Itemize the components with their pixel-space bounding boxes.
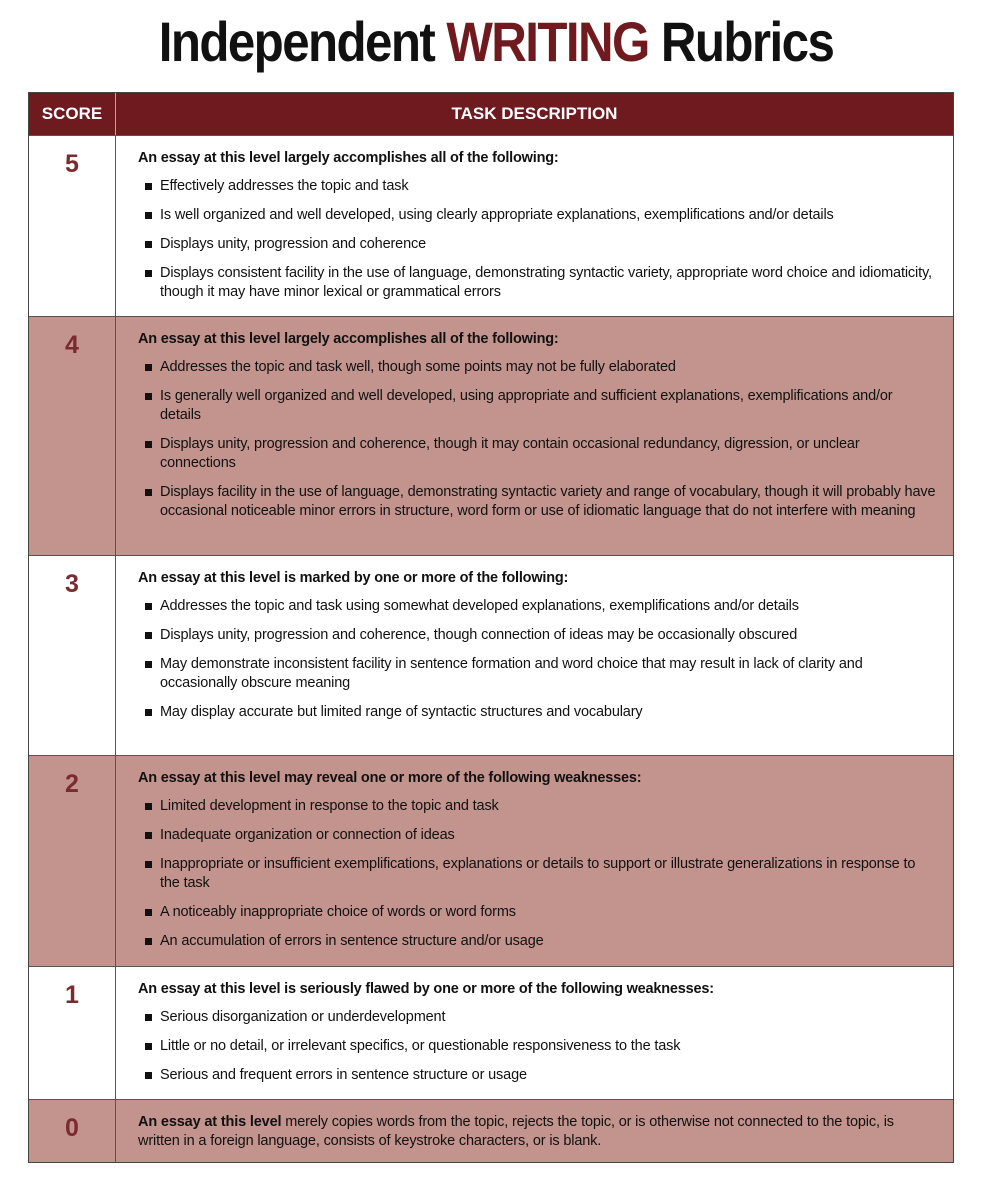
square-bullet-icon	[145, 909, 152, 916]
score-value: 1	[29, 967, 116, 1099]
criterion-item	[138, 206, 937, 225]
square-bullet-icon	[145, 832, 152, 839]
criterion-text: Inappropriate or insufficient exemplifications, explanations or details to support or illustrate generalizations in response to the task	[160, 856, 916, 891]
criterion-item	[138, 932, 937, 951]
criterion-text: Serious and frequent errors in sentence structure or usage	[160, 1067, 527, 1083]
criterion-item	[138, 597, 937, 616]
criterion-item	[138, 903, 937, 922]
square-bullet-icon	[145, 183, 152, 190]
criterion-text: Is generally well organized and well developed, using appropriate and sufficient explanations, exemplifications and/or details	[160, 388, 893, 423]
criterion-text: Addresses the topic and task well, though some points may not be fully elaborated	[160, 359, 676, 375]
criterion-text: May demonstrate inconsistent facility in sentence formation and word choice that may result in lack of clarity and occasionally obscure meaning	[160, 656, 863, 691]
square-bullet-icon	[145, 1072, 152, 1079]
criterion-text: Limited development in response to the topic and task	[160, 798, 499, 814]
page-title	[60, 10, 933, 74]
zero-row-text	[138, 1113, 937, 1151]
criteria-list	[138, 177, 937, 302]
criterion-text: A noticeably inappropriate choice of words or word forms	[160, 904, 516, 920]
row-intro: An essay at this level largely accomplishes all of the following:	[138, 331, 559, 347]
task-column-header: TASK DESCRIPTION	[451, 104, 618, 123]
criterion-item	[138, 358, 937, 377]
score-value: 2	[29, 756, 116, 966]
criterion-item	[138, 703, 937, 722]
row-intro: An essay at this level largely accomplishes all of the following:	[138, 150, 559, 166]
criterion-item	[138, 177, 937, 196]
criteria-list	[138, 358, 937, 521]
square-bullet-icon	[145, 1043, 152, 1050]
criterion-item	[138, 826, 937, 845]
rubric-row-score-1	[29, 966, 953, 1099]
row-intro: An essay at this level may reveal one or more of the following weaknesses:	[138, 770, 642, 786]
criterion-text: Inadequate organization or connection of ideas	[160, 827, 455, 843]
square-bullet-icon	[145, 241, 152, 248]
criterion-text: Addresses the topic and task using somewhat developed explanations, exemplifications and/or details	[160, 598, 799, 614]
square-bullet-icon	[145, 661, 152, 668]
criterion-text: Effectively addresses the topic and task	[160, 178, 409, 194]
square-bullet-icon	[145, 603, 152, 610]
square-bullet-icon	[145, 441, 152, 448]
square-bullet-icon	[145, 270, 152, 277]
criterion-text: Displays facility in the use of language, demonstrating syntactic variety and range of vocabulary, though it will probably have occasional noticeable minor errors in structure, word form or use of idiomatic language that do not interfere with meaning	[160, 484, 936, 519]
task-description	[116, 136, 953, 316]
rubric-row-score-4	[29, 316, 953, 555]
criterion-item	[138, 264, 937, 302]
criterion-item	[138, 435, 937, 473]
criterion-item	[138, 1066, 937, 1085]
criterion-text: Displays unity, progression and coherence	[160, 236, 427, 252]
score-value: 3	[29, 556, 116, 755]
criteria-list	[138, 1008, 937, 1085]
criterion-item	[138, 797, 937, 816]
score-column-header: SCORE	[29, 93, 116, 135]
square-bullet-icon	[145, 489, 152, 496]
zero-row-body: merely copies words from the topic, rejects the topic, or is otherwise not connected to the topic, is written in a foreign language, consists of keystroke characters, or is blank.	[138, 1114, 894, 1149]
task-description	[116, 556, 953, 755]
row-intro: An essay at this level is seriously flawed by one or more of the following weaknesses:	[138, 981, 714, 997]
square-bullet-icon	[145, 364, 152, 371]
criterion-text: Displays unity, progression and coherence, though connection of ideas may be occasionally obscured	[160, 627, 798, 643]
rubric-row-score-3	[29, 555, 953, 755]
square-bullet-icon	[145, 393, 152, 400]
table-header	[29, 93, 953, 135]
criterion-item	[138, 1037, 937, 1056]
row-intro: An essay at this level is marked by one or more of the following:	[138, 570, 569, 586]
zero-row-lead: An essay at this level	[138, 1114, 282, 1130]
criterion-text: May display accurate but limited range of syntactic structures and vocabulary	[160, 704, 643, 720]
rubric-row-score-0	[29, 1099, 953, 1162]
criterion-text: An accumulation of errors in sentence structure and/or usage	[160, 933, 544, 949]
criteria-list	[138, 597, 937, 722]
criterion-item	[138, 235, 937, 254]
criterion-item	[138, 626, 937, 645]
score-value: 4	[29, 317, 116, 555]
title-part-1: Independent	[158, 10, 435, 73]
criterion-item	[138, 483, 937, 521]
square-bullet-icon	[145, 861, 152, 868]
square-bullet-icon	[145, 632, 152, 639]
criterion-text: Serious disorganization or underdevelopment	[160, 1009, 446, 1025]
square-bullet-icon	[145, 212, 152, 219]
title-accent: WRITING	[446, 10, 649, 73]
criterion-text: Is well organized and well developed, using clearly appropriate explanations, exemplifications and/or details	[160, 207, 834, 223]
square-bullet-icon	[145, 709, 152, 716]
task-description	[116, 967, 953, 1099]
score-value: 0	[29, 1100, 116, 1162]
square-bullet-icon	[145, 803, 152, 810]
rubric-row-score-2	[29, 755, 953, 966]
criterion-item	[138, 655, 937, 693]
criterion-text: Displays unity, progression and coherence, though it may contain occasional redundancy, digression, or unclear connections	[160, 436, 860, 471]
criterion-item	[138, 1008, 937, 1027]
criterion-text: Little or no detail, or irrelevant specifics, or questionable responsiveness to the task	[160, 1038, 681, 1054]
square-bullet-icon	[145, 1014, 152, 1021]
task-description	[116, 756, 953, 966]
task-description	[116, 1100, 953, 1162]
criterion-item	[138, 387, 937, 425]
square-bullet-icon	[145, 938, 152, 945]
task-description	[116, 317, 953, 555]
title-part-2: Rubrics	[660, 10, 834, 73]
criteria-list	[138, 797, 937, 951]
criterion-item	[138, 855, 937, 893]
rubric-row-score-5	[29, 135, 953, 316]
criterion-text: Displays consistent facility in the use of language, demonstrating syntactic variety, appropriate word choice and idiomaticity, though it may have minor lexical or grammatical errors	[160, 265, 932, 300]
score-value: 5	[29, 136, 116, 316]
rubric-table	[28, 92, 954, 1163]
